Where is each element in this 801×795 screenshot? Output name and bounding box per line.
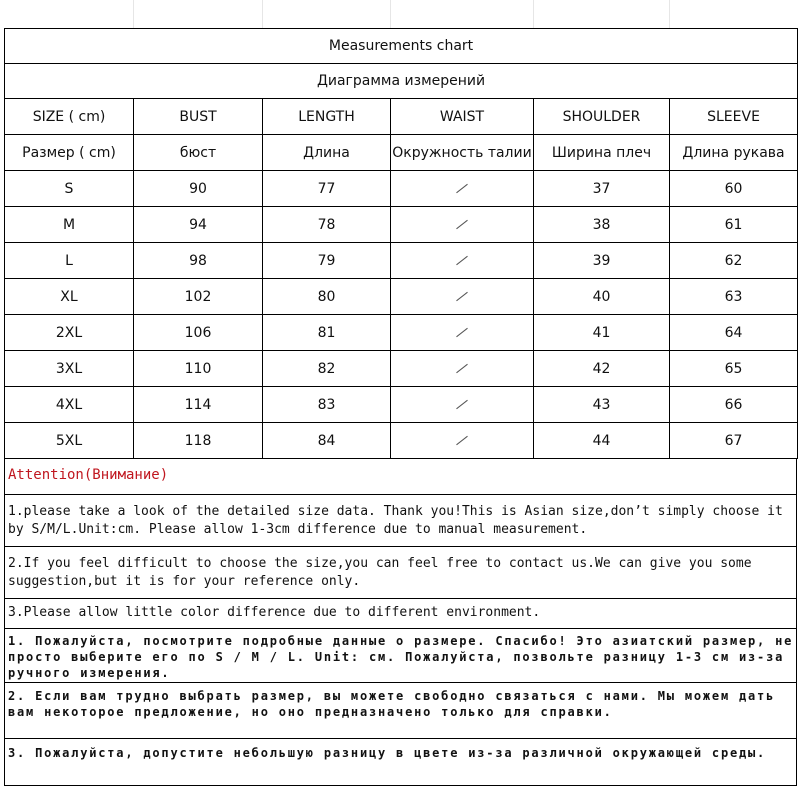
not-applicable-slash-icon	[456, 184, 468, 193]
table-row	[5, 171, 798, 207]
not-applicable-slash-icon	[456, 220, 468, 229]
chart-title-ru: Диаграмма измерений	[5, 64, 798, 99]
not-applicable-slash-icon	[456, 436, 468, 445]
header-waist-ru: Окружность талии	[391, 135, 534, 171]
not-applicable-slash-icon	[456, 364, 468, 373]
bust-cell: 98	[134, 243, 263, 279]
bust-cell: 110	[134, 351, 263, 387]
title-row-ru	[5, 64, 798, 99]
size-cell: 2XL	[5, 315, 134, 351]
notes-section	[4, 459, 797, 786]
not-applicable-slash-icon	[456, 292, 468, 301]
length-cell: 80	[263, 279, 391, 315]
note-en-2: 2.If you feel difficult to choose the size,you can feel free to contact us.We can give you some suggestion,but it is for your reference only.	[5, 547, 796, 599]
table-row	[5, 279, 798, 315]
waist-cell	[391, 243, 534, 279]
shoulder-cell: 40	[534, 279, 670, 315]
note-ru-3: 3. Пожалуйста, допустите небольшую разницу в цвете из-за различной окружающей среды.	[8, 746, 767, 760]
sleeve-cell: 67	[670, 423, 798, 459]
header-row-en	[5, 99, 798, 135]
chart-title-en: Measurements chart	[5, 29, 798, 64]
sleeve-cell: 66	[670, 387, 798, 423]
size-cell: 5XL	[5, 423, 134, 459]
title-row-en	[5, 29, 798, 64]
header-size-ru: Размер ( cm)	[5, 135, 134, 171]
table-row	[5, 351, 798, 387]
size-cell: S	[5, 171, 134, 207]
header-size-en: SIZE ( cm)	[5, 99, 134, 135]
size-cell: 3XL	[5, 351, 134, 387]
waist-cell	[391, 171, 534, 207]
size-cell: L	[5, 243, 134, 279]
not-applicable-slash-icon	[456, 328, 468, 337]
bust-cell: 106	[134, 315, 263, 351]
waist-cell	[391, 207, 534, 243]
gridline	[133, 0, 134, 28]
length-cell: 79	[263, 243, 391, 279]
gridline	[262, 0, 263, 28]
waist-cell	[391, 315, 534, 351]
waist-cell	[391, 279, 534, 315]
shoulder-cell: 44	[534, 423, 670, 459]
gridline	[390, 0, 391, 28]
bust-cell: 118	[134, 423, 263, 459]
not-applicable-slash-icon	[456, 400, 468, 409]
header-length-ru: Длина	[263, 135, 391, 171]
measurements-table	[4, 28, 798, 459]
not-applicable-slash-icon	[456, 256, 468, 265]
header-length-en: LENGTH	[263, 99, 391, 135]
length-cell: 77	[263, 171, 391, 207]
header-shoulder-en: SHOULDER	[534, 99, 670, 135]
header-sleeve-en: SLEEVE	[670, 99, 798, 135]
bust-cell: 102	[134, 279, 263, 315]
note-en-3: 3.Please allow little color difference due to different environment.	[5, 599, 796, 629]
sleeve-cell: 60	[670, 171, 798, 207]
bust-cell: 94	[134, 207, 263, 243]
length-cell: 84	[263, 423, 391, 459]
top-gridline-strip	[0, 0, 801, 28]
waist-cell	[391, 351, 534, 387]
header-bust-ru: бюст	[134, 135, 263, 171]
bust-cell: 90	[134, 171, 263, 207]
header-row-ru	[5, 135, 798, 171]
sleeve-cell: 61	[670, 207, 798, 243]
note-en-1: 1.please take a look of the detailed size data. Thank you!This is Asian size,don’t simply choose it by S/M/L.Unit:cm. Please allow 1-3cm difference due to manual measurement.	[5, 495, 796, 547]
length-cell: 83	[263, 387, 391, 423]
header-sleeve-ru: Длина рукава	[670, 135, 798, 171]
sleeve-cell: 63	[670, 279, 798, 315]
waist-cell	[391, 387, 534, 423]
sleeve-cell: 62	[670, 243, 798, 279]
table-row	[5, 387, 798, 423]
shoulder-cell: 42	[534, 351, 670, 387]
shoulder-cell: 39	[534, 243, 670, 279]
size-cell: 4XL	[5, 387, 134, 423]
note-ru-1: 1. Пожалуйста, посмотрите подробные данные о размере. Спасибо! Это азиатский размер, не просто выберите его по S / M / L. Unit: см. Пожалуйста, позвольте разницу 1-3 см из-за ручного измерения.	[5, 629, 796, 683]
note-ru-2: 2. Если вам трудно выбрать размер, вы можете свободно связаться с нами. Мы можем дать вам некоторое предложение, но оно предназначено только для справки.	[5, 683, 796, 739]
shoulder-cell: 41	[534, 315, 670, 351]
table-row	[5, 315, 798, 351]
bust-cell: 114	[134, 387, 263, 423]
table-row	[5, 207, 798, 243]
attention-heading: Attention(Внимание)	[5, 459, 796, 495]
size-cell: M	[5, 207, 134, 243]
table-row	[5, 423, 798, 459]
length-cell: 78	[263, 207, 391, 243]
waist-cell	[391, 423, 534, 459]
table-row	[5, 243, 798, 279]
size-cell: XL	[5, 279, 134, 315]
length-cell: 81	[263, 315, 391, 351]
shoulder-cell: 43	[534, 387, 670, 423]
header-bust-en: BUST	[134, 99, 263, 135]
gridline	[669, 0, 670, 28]
header-waist-en: WAIST	[391, 99, 534, 135]
shoulder-cell: 37	[534, 171, 670, 207]
sleeve-cell: 64	[670, 315, 798, 351]
shoulder-cell: 38	[534, 207, 670, 243]
sleeve-cell: 65	[670, 351, 798, 387]
header-shoulder-ru: Ширина плеч	[534, 135, 670, 171]
gridline	[533, 0, 534, 28]
size-chart-sheet	[4, 28, 797, 786]
length-cell: 82	[263, 351, 391, 387]
